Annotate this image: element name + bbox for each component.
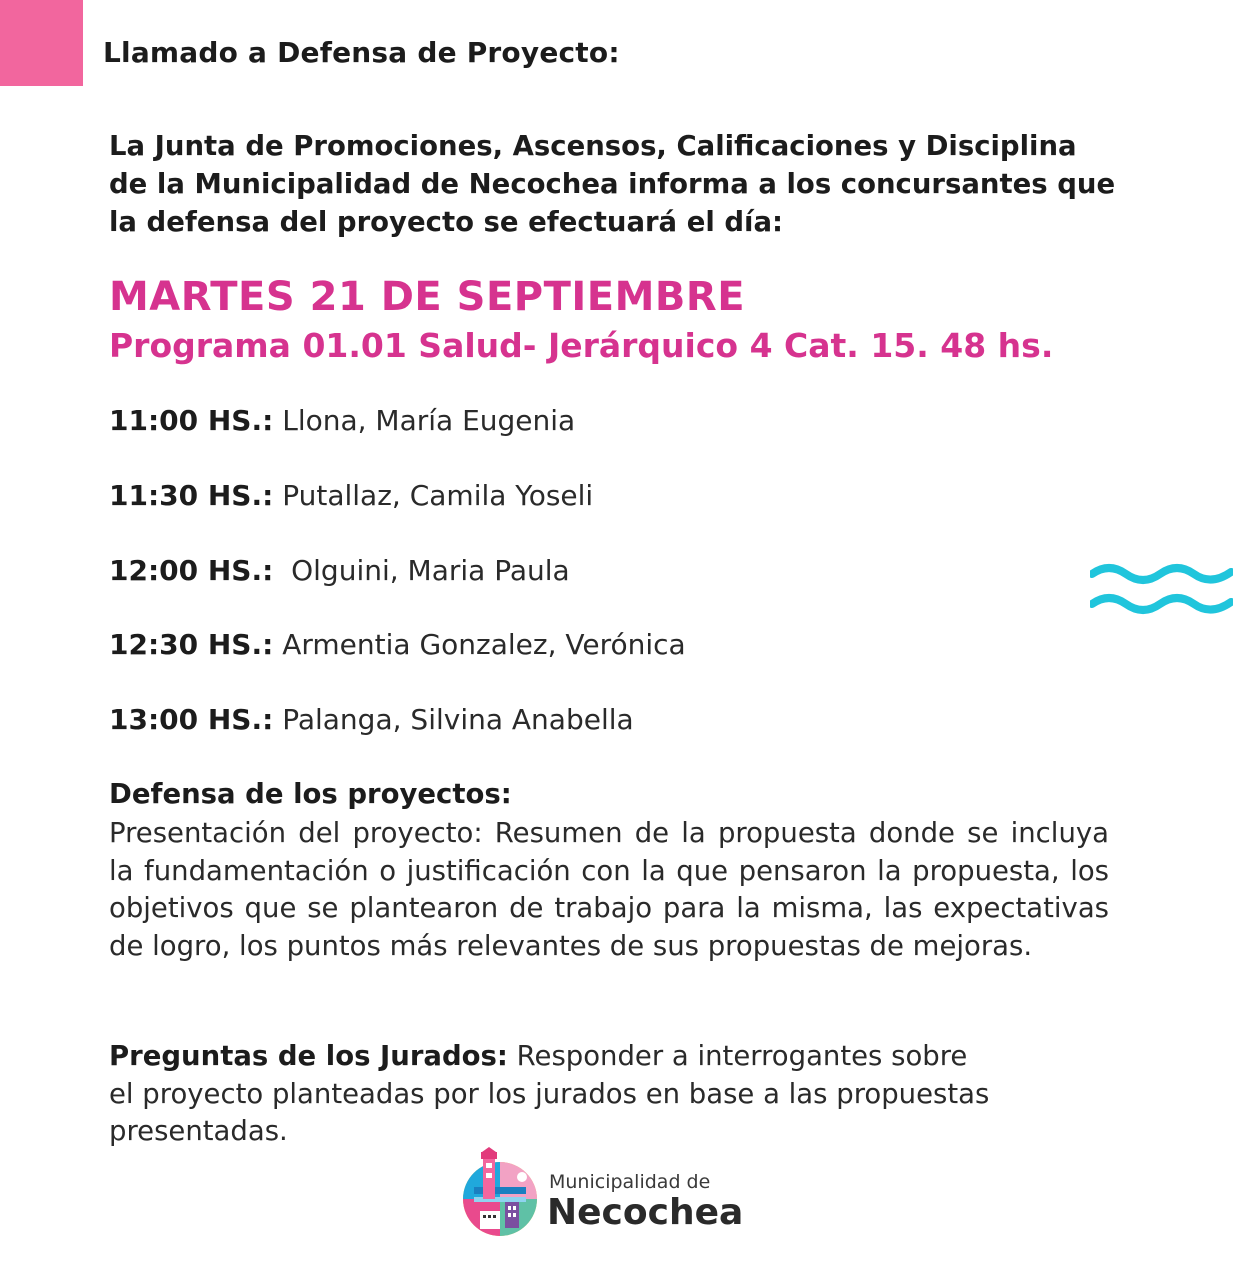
schedule-name: Putallaz, Camila Yoseli [273,479,594,512]
schedule-item [109,404,575,437]
municipality-logo [460,1147,760,1242]
questions-section [109,1038,1109,1151]
schedule-time: 12:00 HS.: [109,554,274,587]
schedule-item [109,628,686,661]
necochea-city-emblem-icon [460,1147,542,1237]
schedule-item [109,554,570,587]
schedule-time: 11:30 HS.: [109,479,274,512]
waves-icon [1090,558,1233,618]
schedule-time: 11:00 HS.: [109,404,274,437]
schedule-name: Olguini, Maria Paula [273,554,570,587]
event-program: Programa 01.01 Salud- Jerárquico 4 Cat. 15. 48 hs. [109,326,1054,365]
schedule-time: 12:30 HS.: [109,628,274,661]
schedule-name: Palanga, Silvina Anabella [273,703,634,736]
logo-text-city: Necochea [547,1192,744,1233]
defense-section-title: Defensa de los proyectos: [109,778,512,810]
questions-label: Preguntas de los Jurados: [109,1040,508,1072]
intro-line: La Junta de Promociones, Ascensos, Calificaciones y Disciplina [109,130,1077,162]
schedule-name: Llona, María Eugenia [273,404,576,437]
intro-line: de la Municipalidad de Necochea informa a los concursantes que [109,168,1116,200]
intro-line: la defensa del proyecto se efectuará el día: [109,206,784,238]
schedule-item [109,703,634,736]
pink-corner-decoration [0,0,83,86]
questions-text: Responder a interrogantes sobre [507,1040,968,1072]
questions-line: el proyecto planteadas por los jurados en base a las propuestas [109,1077,990,1110]
schedule-time: 13:00 HS.: [109,703,274,736]
event-date: MARTES 21 DE SEPTIEMBRE [109,274,746,320]
intro-paragraph [109,127,1169,241]
questions-line [109,1038,1109,1076]
logo-text-municipality: Municipalidad de [549,1171,711,1193]
schedule-item [109,479,593,512]
page-title: Llamado a Defensa de Proyecto: [103,36,620,69]
defense-section-body: Presentación del proyecto: Resumen de la propuesta donde se incluya la fundamentación o justificación con la que pensaron la propuesta, los objetivos que se plantearon de trabajo para la misma, las expectativas de logro, los puntos más relevantes de sus propuestas de mejoras. [109,817,1109,962]
schedule-name: Armentia Gonzalez, Verónica [273,628,686,661]
questions-line: presentadas. [109,1115,288,1147]
